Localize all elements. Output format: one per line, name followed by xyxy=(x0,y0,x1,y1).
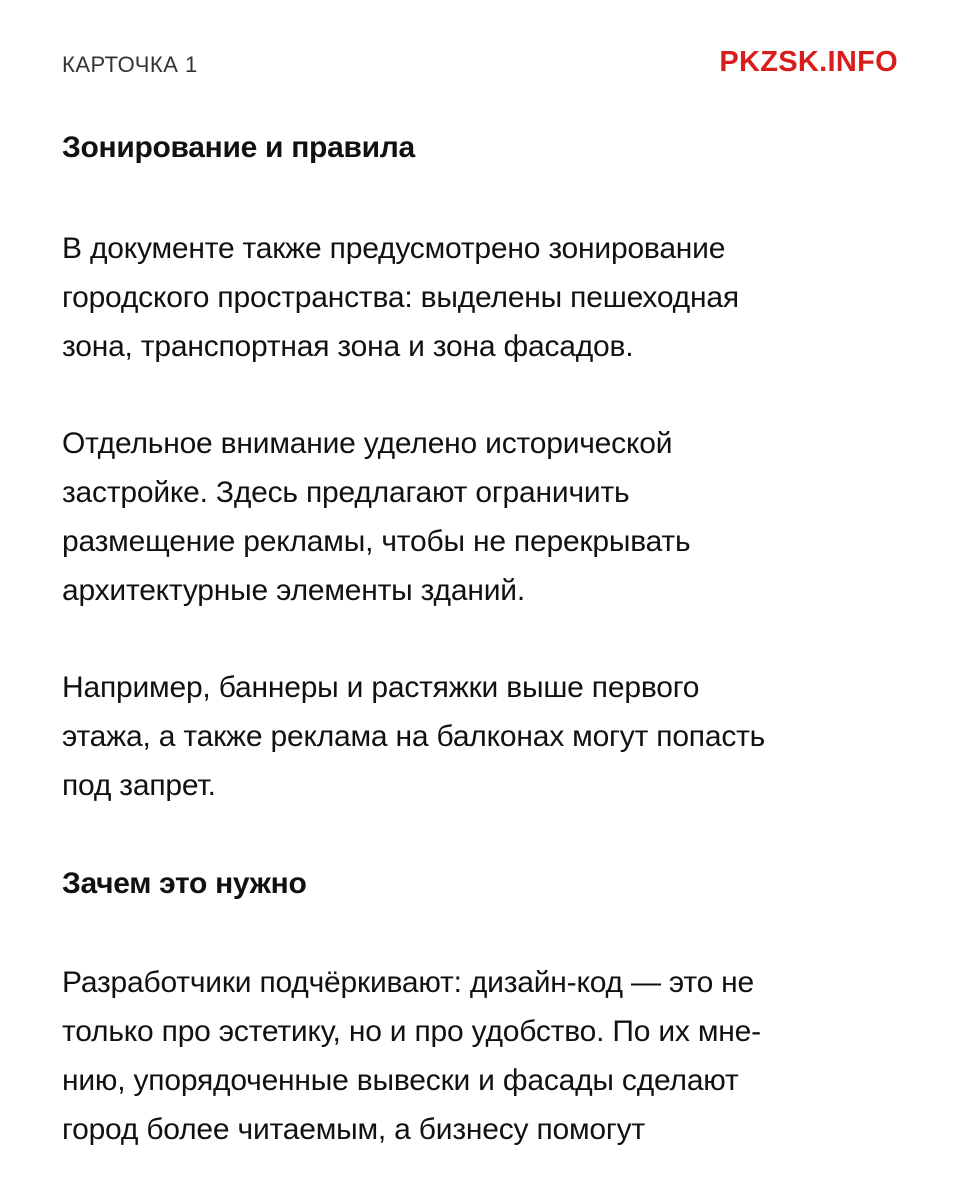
section-heading-zoning: Зонирование и правила xyxy=(62,131,415,164)
text-line: зона, транспортная зона и зона фасадов. xyxy=(62,330,634,363)
text-line: Отдельное внимание уделено исторической xyxy=(62,427,673,460)
text-line: городского пространства: выделены пешеходная xyxy=(62,281,739,314)
paragraph-why xyxy=(62,958,902,1154)
text-line: застройке. Здесь предлагают ограничить xyxy=(62,476,630,509)
text-line: под запрет. xyxy=(62,769,216,802)
brand-logo-text[interactable]: PKZSK.INFO xyxy=(719,46,898,78)
card-header xyxy=(62,46,898,80)
text-line: размещение рекламы, чтобы не перекрывать xyxy=(62,525,691,558)
text-line: Разработчики подчёркивают: дизайн-код — это не xyxy=(62,966,755,999)
text-line: только про эстетику, но и про удобство. По их мне- xyxy=(62,1015,761,1048)
paragraph-example xyxy=(62,663,902,810)
text-line: нию, упорядоченные вывески и фасады сделают xyxy=(62,1064,739,1097)
text-line: город более читаемым, а бизнесу помогут xyxy=(62,1113,646,1146)
text-line: Например, баннеры и растяжки выше первого xyxy=(62,671,700,704)
text-line: этажа, а также реклама на балконах могут попасть xyxy=(62,720,766,753)
text-line: архитектурные элементы зданий. xyxy=(62,574,525,607)
text-line: В документе также предусмотрено зонирование xyxy=(62,232,726,265)
section-heading-why: Зачем это нужно xyxy=(62,867,307,900)
article-body xyxy=(62,128,902,1154)
paragraph-zoning xyxy=(62,224,902,371)
paragraph-historic xyxy=(62,419,902,615)
card-label: КАРТОЧКА 1 xyxy=(62,52,198,77)
